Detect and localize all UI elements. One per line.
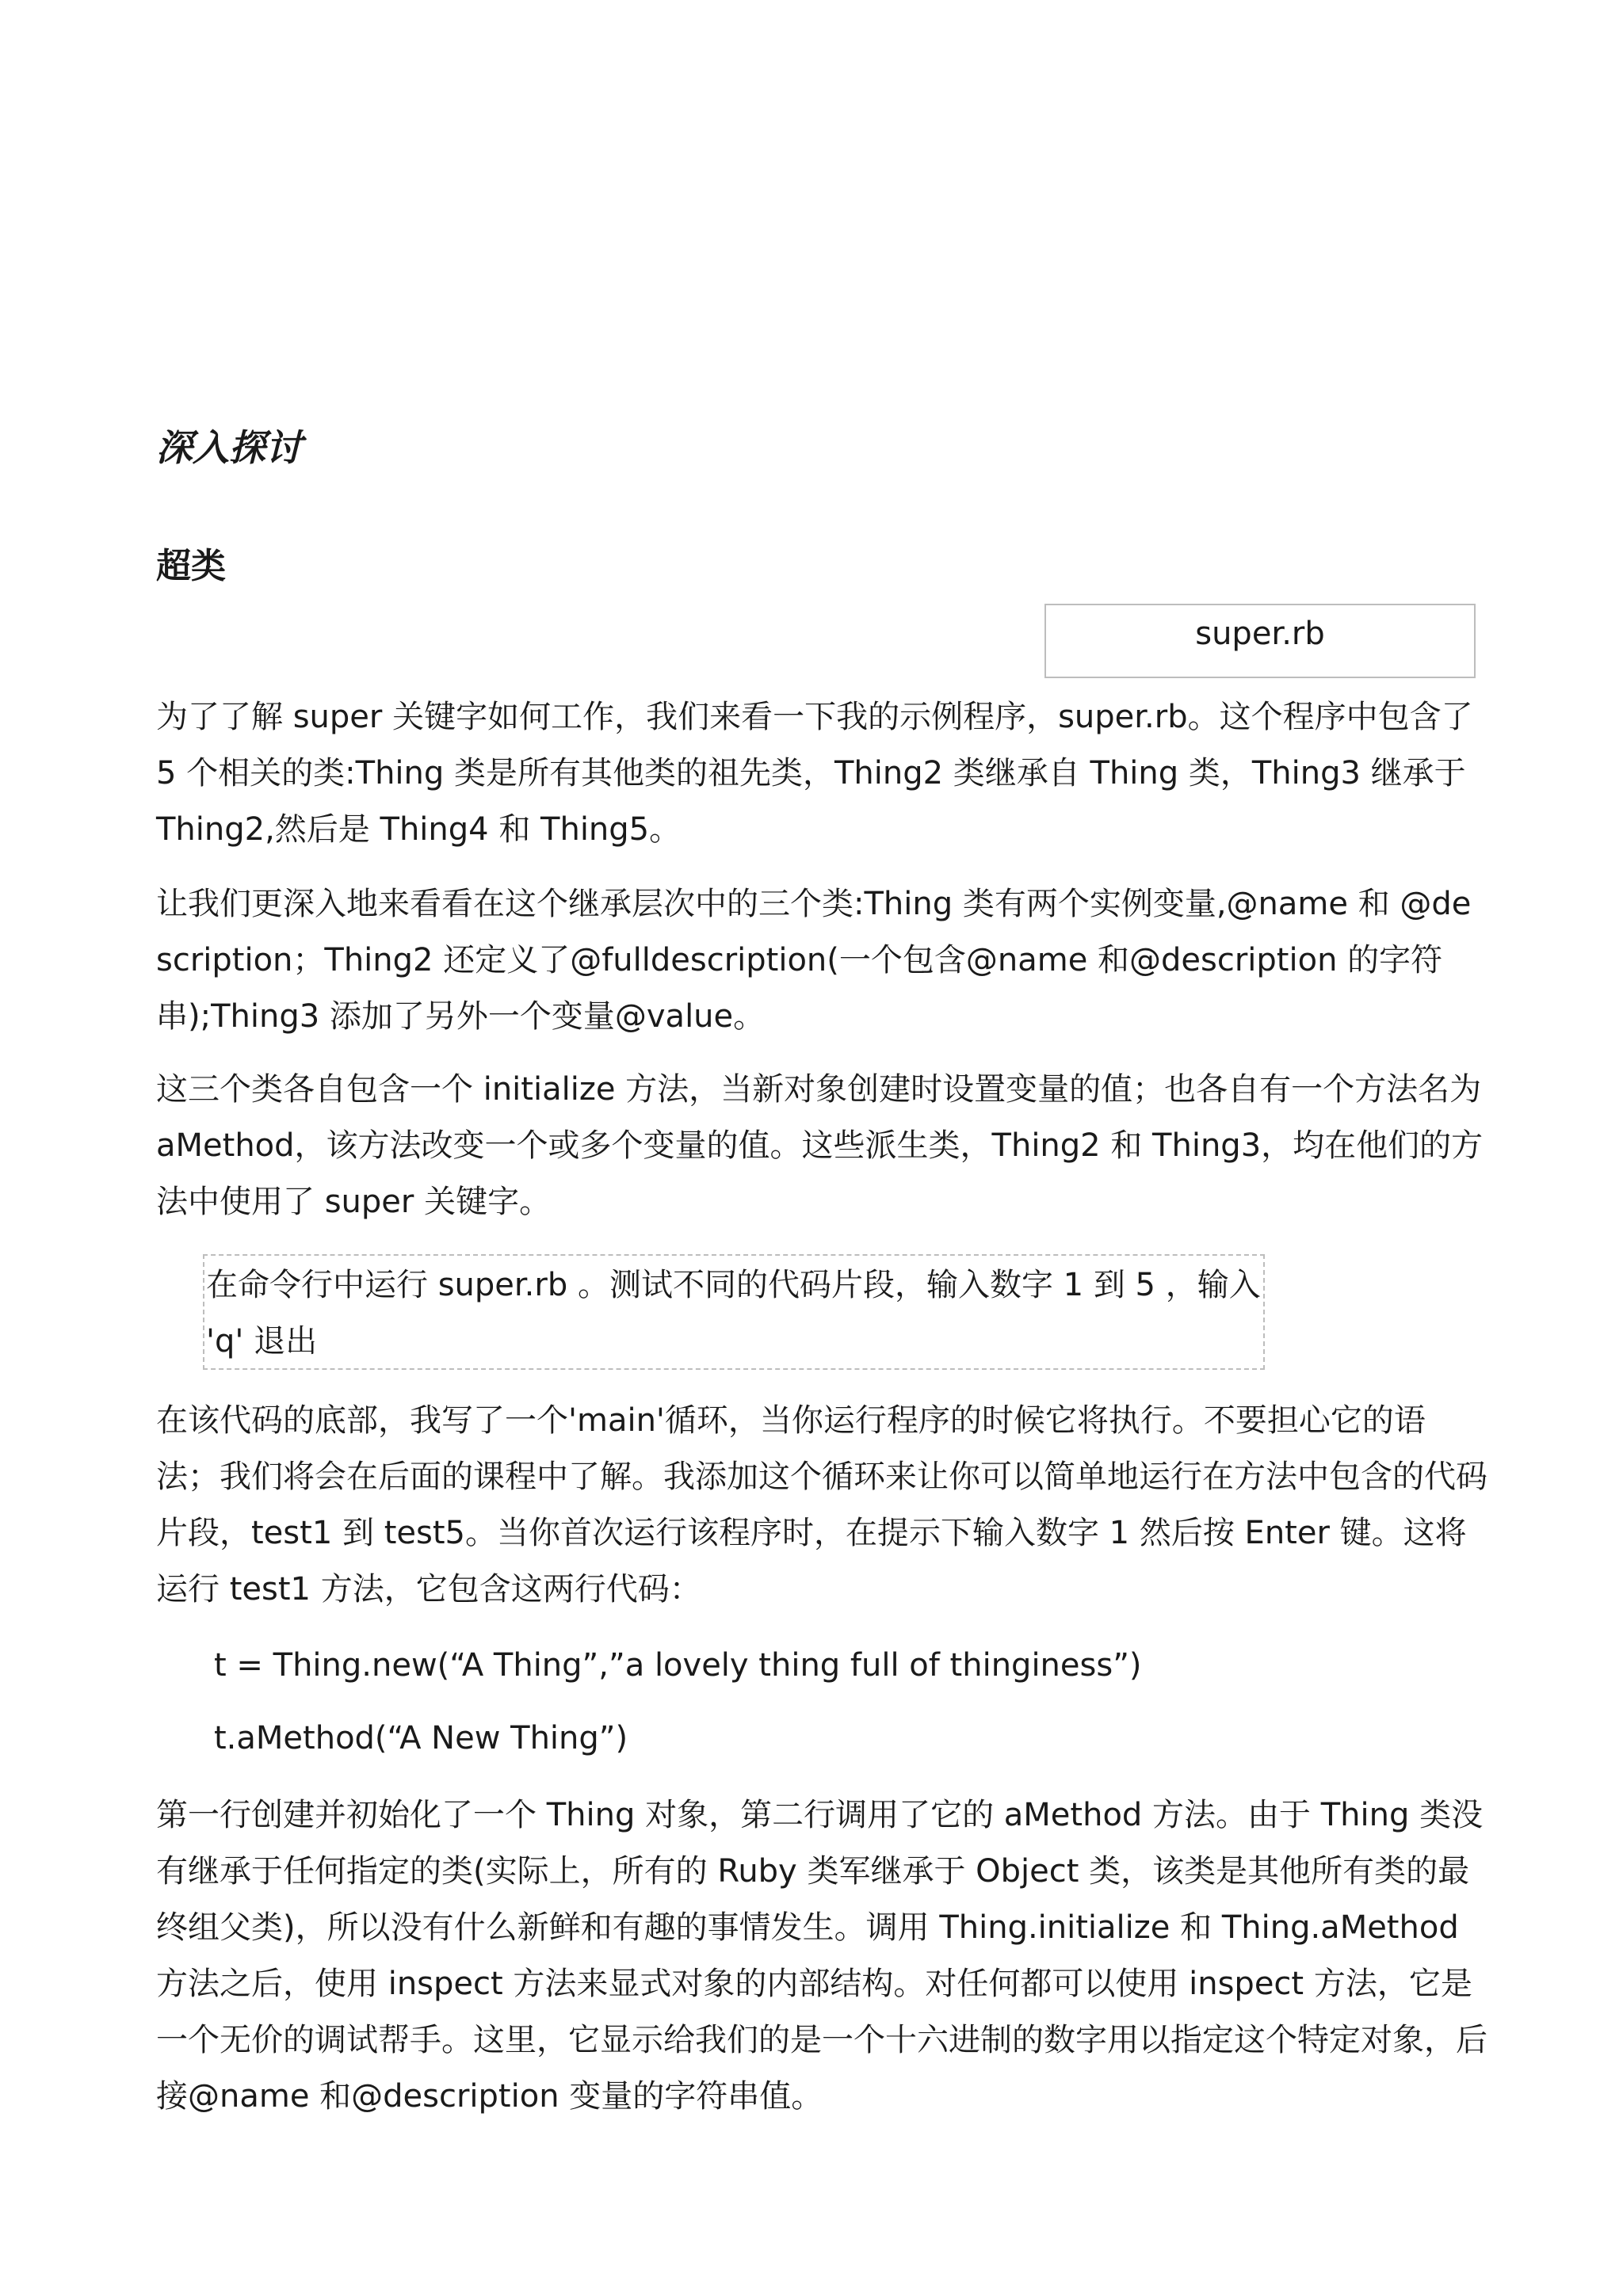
file-name-box: super.rb: [1044, 604, 1476, 678]
paragraph-intro: 为了了解 super 关键字如何工作，我们来看一下我的示例程序，super.rb。这个程序中包含了 5 个相关的类:Thing 类是所有其他类的祖先类，Thing2 类继承自 Thing 类，Thing3 继承于 Thing2,然后是 Thing4 和 Thing5。: [156, 699, 1473, 848]
code-line-1: t = Thing.new(“A Thing”,”a lovely thing full of thinginess”): [214, 1647, 1142, 1684]
paragraph-explanation: 第一行创建并初始化了一个 Thing 对象，第二行调用了它的 aMethod 方法。由于 Thing 类没有继承于任何指定的类(实际上，所有的 Ruby 类军继承于 Object 类，该类是其他所有类的最终组父类)，所以没有什么新鲜和有趣的事情发生。调用 Thing.initialize 和 Thing.aMethod 方法之后，使用 inspect 方法来显式对象的内部结构。对任何都可以使用 inspect 方法，它是一个无价的调试帮手。这里，它显示给我们的是一个十六进制的数字用以指定这个特定对象，后接@name 和@description 变量的字符串值。: [156, 1797, 1487, 2115]
code-line-2: t.aMethod(“A New Thing”): [214, 1720, 628, 1756]
section-heading: 深入探讨: [156, 426, 302, 469]
note-box: 在命令行中运行 super.rb 。测试不同的代码片段，输入数字 1 到 5 ，输入 'q' 退出: [203, 1254, 1265, 1370]
paragraph-hierarchy: 让我们更深入地来看看在这个继承层次中的三个类:Thing 类有两个实例变量,@name 和 @description；Thing2 还定义了@fulldescription(一个包含@name 和@description 的字符串);Thing3 添加了另外一个变量@value。: [156, 886, 1472, 1035]
paragraph-main-loop: 在该代码的底部，我写了一个'main'循环，当你运行程序的时候它将执行。不要担心它的语法；我们将会在后面的课程中了解。我添加这个循环来让你可以简单地运行在方法中包含的代码片段，test1 到 test5。当你首次运行该程序时，在提示下输入数字 1 然后按 Enter 键。这将运行 test1 方法，它包含这两行代码：: [156, 1402, 1487, 1608]
subsection-heading: 超类: [156, 546, 226, 586]
paragraph-methods: 这三个类各自包含一个 initialize 方法，当新对象创建时设置变量的值；也各自有一个方法名为 aMethod，该方法改变一个或多个变量的值。这些派生类，Thing2 和 Thing3，均在他们的方法中使用了 super 关键字。: [156, 1071, 1484, 1220]
